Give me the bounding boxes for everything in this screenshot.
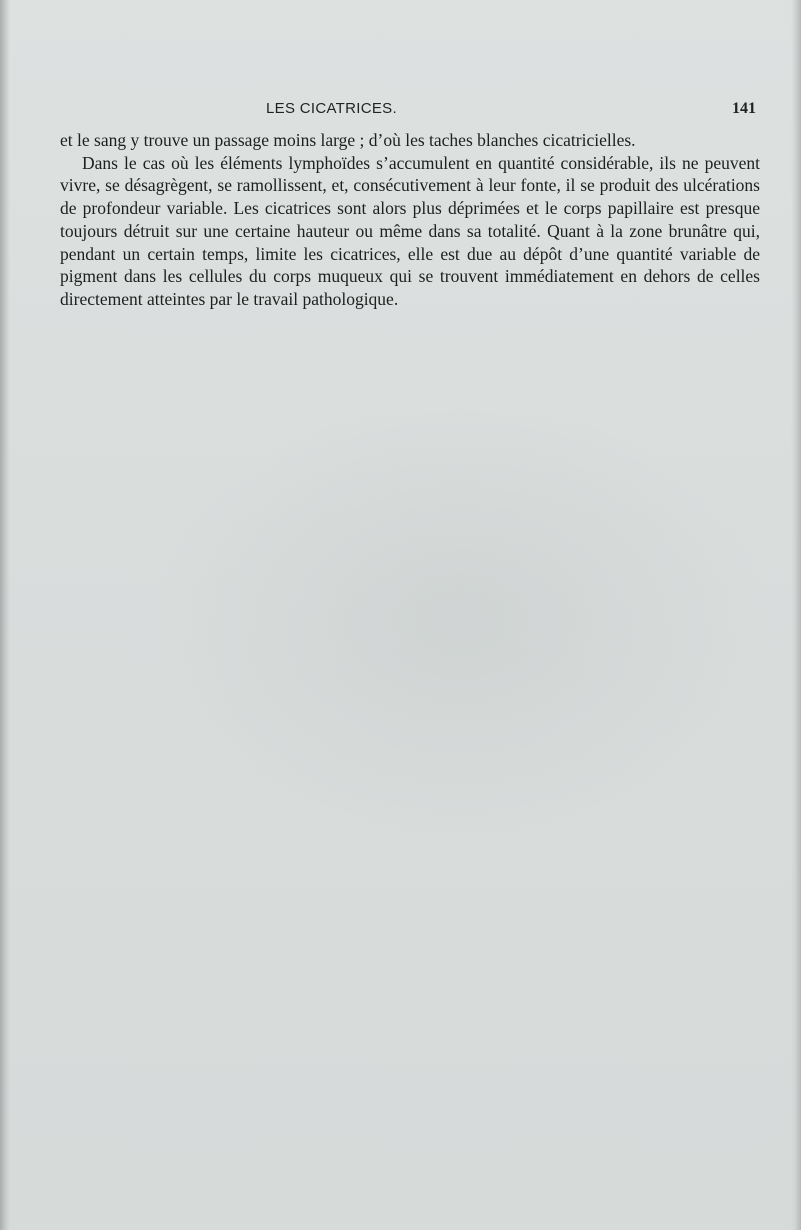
paragraph-continuation: et le sang y trouve un passage moins large ; d’où les taches blanches cicatricielles. [60, 130, 636, 150]
body-text [60, 129, 760, 311]
paragraph-lymphoid: Dans le cas où les éléments lymphoïdes s’accumulent en quantité considérable, ils ne peuvent vivre, se désagrègent, se ramollissent, et, consécutivement à leur fonte, il se produit des ulcérations de profondeur variable. Les cicatrices sont alors plus déprimées et le corps papillaire est presque toujours détruit sur une certaine hauteur ou même dans sa totalité. Quant à la zone brunâtre qui, pendant un certain temps, limite les cicatrices, elle est due au dépôt d’une quantité variable de pigment dans les cellules du corps muqueux qui se trouvent immédiatement en dehors de celles directement atteintes par le travail pathologique. [60, 152, 760, 309]
running-title: LES CICATRICES. [266, 100, 397, 117]
page-header [60, 100, 756, 122]
show-through-bleed [150, 400, 770, 840]
page-right-edge-shadow [791, 0, 801, 1230]
page-left-edge-shadow [0, 0, 10, 1230]
page-number: 141 [732, 100, 756, 117]
